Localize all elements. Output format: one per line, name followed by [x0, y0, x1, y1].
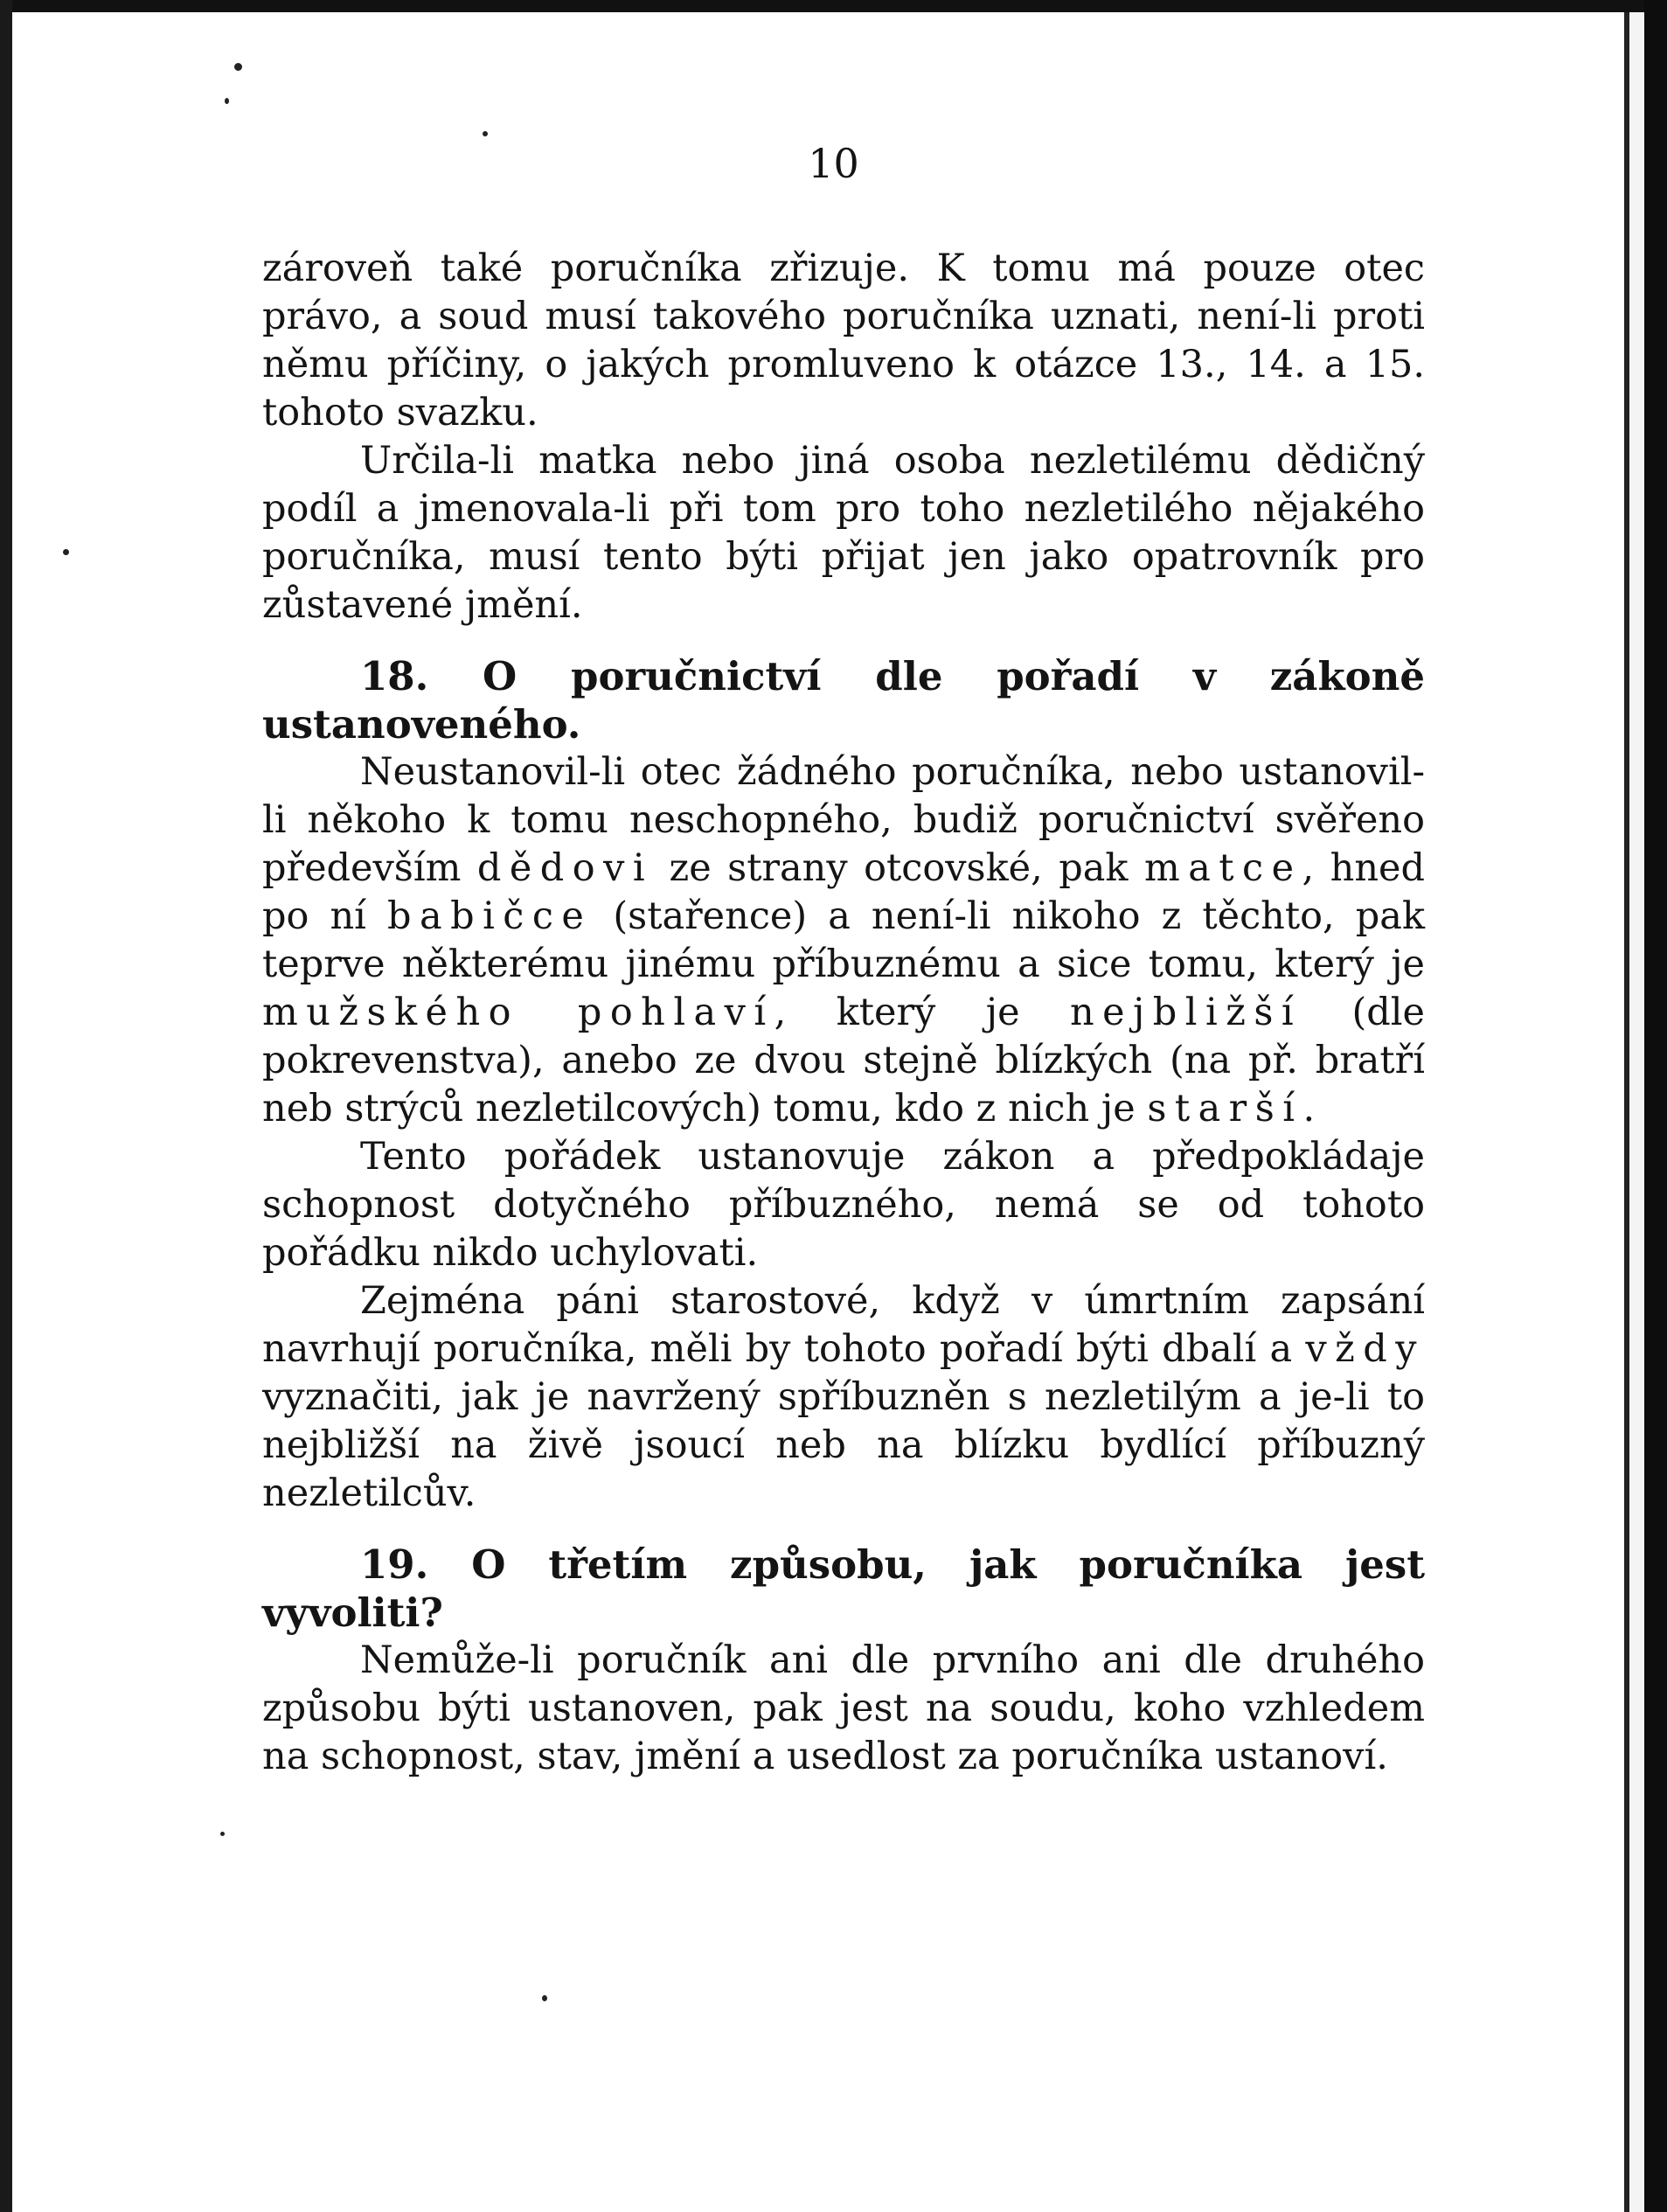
dust-speck [63, 549, 69, 555]
paragraph: zároveň také poručníka zřizuje. K tomu má pouze otec právo, a soud musí takového poručníka uznati, není-li proti němu příčiny, o jakých promluveno k otázce 13., 14. a 15. tohoto svazku. [262, 247, 1425, 435]
emphasis-text: babičce [387, 894, 593, 938]
text-run: (dle pokrevenstva), anebo ze dvou stejně blízkých (na př. bratří neb strýců nezletilcových) tomu, kdo z nich je [262, 991, 1425, 1130]
text-run: vyznačiti, jak je navržený spříbuzněn s nezletilým a je-li to nejbližší na živě jsoucí neb na blízku bydlící příbuzný nezletilcův. [262, 1375, 1425, 1515]
dust-speck [542, 1995, 547, 2001]
scan-border-top [0, 0, 1667, 12]
dust-speck [220, 1832, 225, 1836]
emphasis-text: vždy [1305, 1327, 1425, 1371]
paragraph [262, 748, 1425, 1133]
text-run: , hned po ní [262, 846, 1426, 938]
text-run: ze strany otcovské, pak [653, 846, 1144, 890]
paragraph: Nemůže-li poručník ani dle prvního ani dle druhého způsobu býti ustanoven, pak jest na soudu, koho vzhledem na schopnost, stav, jmění a usedlost za poručníka ustanoví. [262, 1638, 1425, 1778]
body-text [262, 245, 1425, 1781]
emphasis-text: nejbližší [1069, 991, 1302, 1034]
text-run: Zejména páni starostové, když v úmrtním zapsání navrhují poručníka, měli by tohoto pořadí býti dbalí a [262, 1279, 1425, 1371]
scan-border-right-gap [1629, 12, 1644, 2212]
emphasis-text: matce [1143, 846, 1302, 890]
text-run: Neustanovil-li otec žádného poručníka, nebo ustanovil-li někoho k tomu neschopného, budiž poručnictví svěřeno především [262, 750, 1425, 890]
emphasis-text: dědovi [476, 846, 654, 890]
dust-speck [483, 131, 488, 136]
emphasis-text: mužského pohlaví [262, 991, 774, 1034]
scan-border-right-outer [1644, 0, 1667, 2212]
paragraph: Určila-li matka nebo jiná osoba nezletilému dědičný podíl a jmenovala-li při tom pro toho nezletilého nějakého poručníka, musí tento býti přijat jen jako opatrovník pro zůstavené jmění. [262, 439, 1425, 627]
paragraph [262, 1277, 1425, 1518]
section-heading-18: 18. O poručnictví dle pořadí v zákoně ustanoveného. [262, 653, 1425, 748]
paragraph: Tento pořádek ustanovuje zákon a předpokládaje schopnost dotyčného příbuzného, nemá se od tohoto pořádku nikdo uchylovati. [262, 1135, 1425, 1275]
dust-speck [234, 63, 242, 71]
text-run: . [1302, 1087, 1316, 1130]
text-run: , který je [774, 991, 1070, 1034]
emphasis-text: starší [1147, 1087, 1303, 1130]
scan-border-left [0, 0, 12, 2212]
section-heading-19: 19. O třetím způsobu, jak poručníka jest vyvoliti? [262, 1541, 1425, 1636]
dust-speck [225, 98, 229, 104]
text-run: (stařence) a není-li nikoho z těchto, pak teprve některému jinému příbuznému a sice tomu, který je [262, 894, 1425, 986]
page-number: 10 [808, 140, 859, 187]
